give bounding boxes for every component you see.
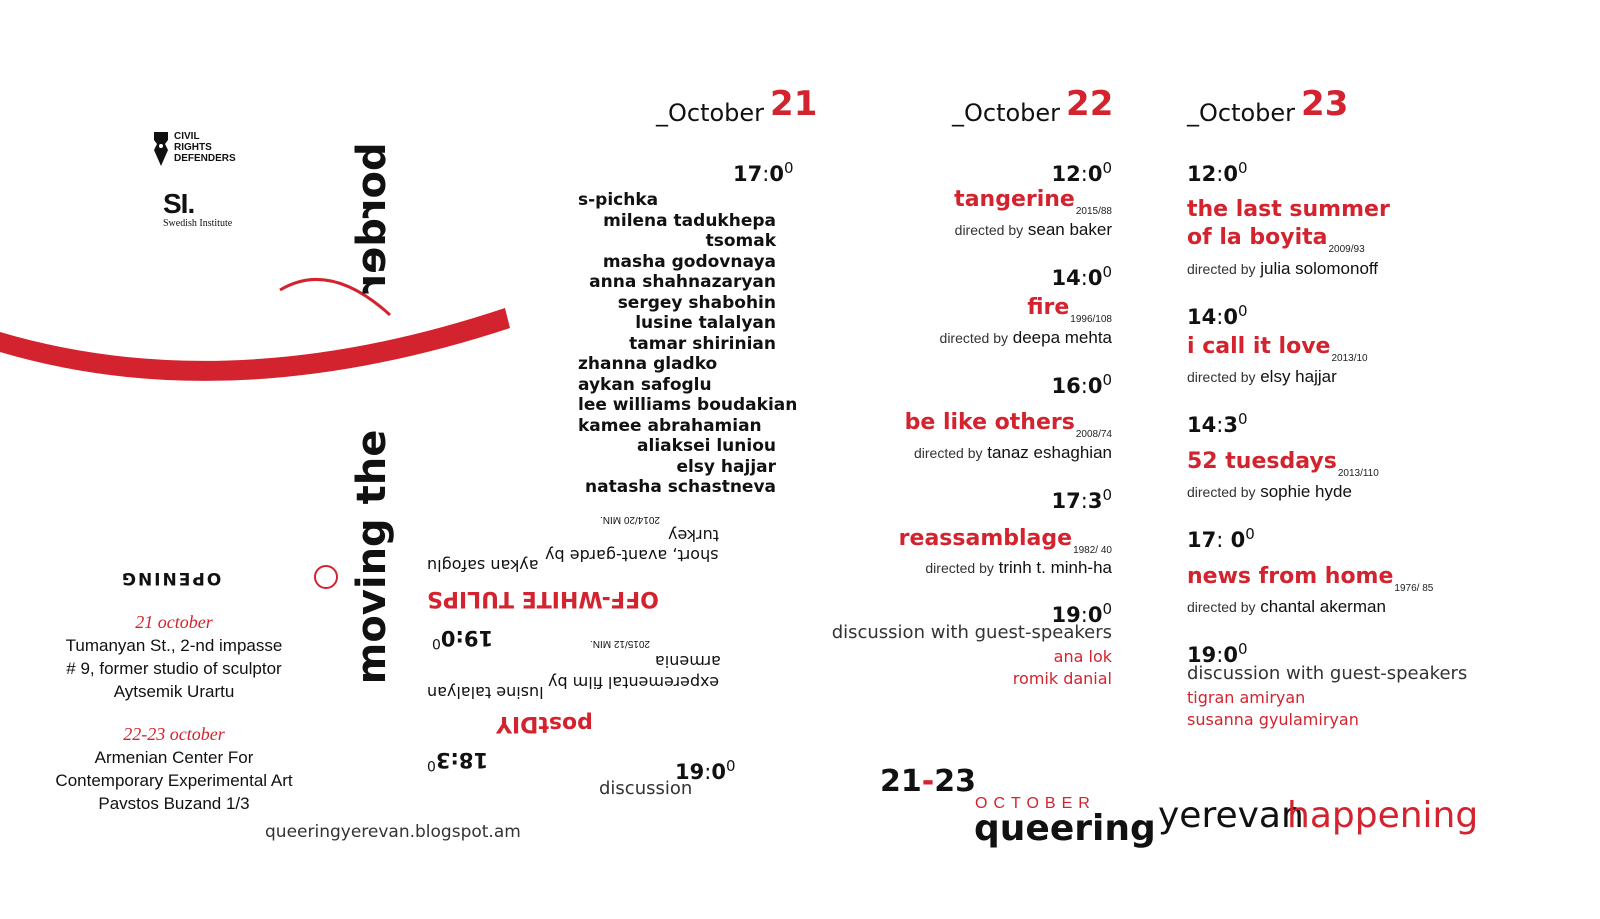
discussion-label: discussion with guest-speakers	[1187, 663, 1468, 684]
time-19-00: $19:0^0$	[675, 757, 736, 784]
film2-meta: 2015/12 MIN.	[590, 638, 651, 649]
red-border-arc	[0, 270, 520, 390]
opening-heading: OPENING	[120, 568, 222, 588]
footer-queering: queering	[974, 808, 1156, 849]
pen-nib-icon	[152, 132, 170, 166]
event-time: $14:0^0$	[1187, 302, 1248, 329]
footer-yerevan: yerevan	[1158, 795, 1304, 836]
speaker: susanna gyulamiryan	[1187, 710, 1359, 729]
discussion-label: discussion with guest-speakers	[831, 622, 1112, 643]
swedish-institute-logo	[163, 190, 263, 235]
address-line: Contemporary Experimental Art	[55, 771, 293, 790]
director: directed by julia solomonoff	[1187, 259, 1379, 278]
director: directed by deepa mehta	[939, 328, 1112, 347]
performer: lusine talalyan	[635, 313, 776, 333]
film2-director: lusine talalyan	[427, 683, 544, 702]
performer-list	[578, 190, 798, 498]
day-label: _October	[952, 99, 1061, 127]
film-title[interactable]: be like others$_{2008/74}$	[904, 410, 1112, 440]
title-moving-the: moving the	[349, 429, 395, 685]
film1-meta: 2014/20 MIN.	[600, 514, 661, 525]
address-line: Armenian Center For	[94, 748, 254, 767]
director: directed by chantal akerman	[1187, 597, 1386, 616]
film1-desc: short, avant-garde by	[545, 546, 719, 565]
performer: zhanna gladko	[578, 354, 718, 374]
time-17-00: $17:0^0$	[733, 159, 794, 186]
opening-address-1	[0, 634, 348, 703]
day-21-heading	[656, 84, 817, 127]
performer: anna shahnazaryan	[589, 272, 776, 292]
opening-address-2	[0, 746, 348, 815]
event-time: $17:3^0$	[1051, 486, 1112, 513]
event-time: $12:0^0$	[1187, 159, 1248, 186]
director: directed by sean baker	[954, 220, 1112, 239]
day-number: 21	[770, 84, 818, 124]
performer: sergey shabohin	[617, 292, 776, 313]
address-line: Pavstos Buzand 1/3	[98, 794, 250, 813]
director: directed by sophie hyde	[1187, 482, 1352, 501]
day-number: 23	[1301, 84, 1349, 124]
website-link[interactable]: queeringyerevan.blogspot.am	[265, 822, 521, 842]
time-19-00-day22: $19:0^0$	[1051, 600, 1112, 627]
director: directed by elsy hajjar	[1187, 367, 1337, 386]
crd-line-2: RIGHTS	[174, 142, 212, 153]
time-19-00-day23: $19:0^0$	[1187, 640, 1248, 667]
si-name: Swedish Institute	[163, 218, 233, 229]
event-time: $14:3^0$	[1187, 410, 1248, 437]
title-border: border	[349, 142, 395, 294]
film-title-line-1[interactable]: the last summer	[1187, 197, 1390, 222]
event-time: $14:0^0$	[1051, 263, 1112, 290]
footer-dates: 21-23	[880, 764, 976, 799]
film1-title: OFF-WHITE TULIPS	[427, 586, 659, 611]
performer: lee williams boudakian	[578, 395, 798, 415]
footer-happening: happening	[1287, 795, 1479, 836]
day-22-heading	[952, 84, 1113, 127]
performer: tsomak	[705, 231, 776, 251]
day-label: _October	[1187, 99, 1296, 127]
director: directed by tanaz eshaghian	[914, 443, 1112, 462]
crd-line-1: CIVIL	[174, 131, 200, 142]
day-label: _October	[656, 99, 765, 127]
address-line: # 9, former studio of sculptor	[66, 659, 282, 678]
opening-date-1: 21 october	[135, 612, 213, 632]
day-23-heading	[1187, 84, 1348, 127]
performer: tamar shirinian	[629, 333, 776, 354]
performer: aykan safoglu	[578, 374, 712, 395]
day-number: 22	[1066, 84, 1114, 124]
film2-country: armenia	[655, 652, 721, 671]
speaker: tigran amiryan	[1187, 688, 1306, 707]
film1-country: turkey	[668, 526, 719, 545]
red-circle-ornament	[314, 565, 338, 589]
performer: milena tadukhepa	[603, 210, 776, 231]
performer: s-pichka	[578, 190, 659, 210]
event-time: 17: $0^0$	[1187, 525, 1255, 552]
opening-date-2: 22-23 october	[123, 724, 225, 744]
film2-desc: experemental film by	[548, 673, 720, 692]
address-line: Tumanyan St., 2-nd impasse	[65, 636, 283, 655]
civil-rights-defenders-logo	[152, 130, 252, 170]
performer: aliaksei luniou	[637, 436, 776, 456]
performer: elsy hajjar	[676, 456, 776, 477]
address-line: Aytsemik Urartu	[113, 682, 235, 701]
event-time: $16:0^0$	[1051, 371, 1112, 398]
film2-title: postDIY	[496, 711, 593, 736]
film-title[interactable]: reassamblage$_{1982/ 40}$	[898, 526, 1112, 556]
time-18-30-flipped: $18:3^0$	[427, 748, 489, 773]
film-title[interactable]: fire$_{1996/108}$	[1027, 295, 1112, 325]
director: directed by trinh t. minh-ha	[925, 558, 1112, 577]
event-time: $12:0^0$	[1051, 159, 1112, 186]
film-title[interactable]: news from home$_{1976/ 85}$	[1187, 564, 1434, 594]
film-title[interactable]: tangerine$_{2015/88}$	[954, 187, 1112, 217]
performer: natasha schastneva	[585, 477, 776, 497]
film-title[interactable]: i call it love$_{2013/10}$	[1187, 334, 1368, 364]
film1-director: aykan safoglu	[427, 556, 539, 575]
crd-line-3: DEFENDERS	[174, 153, 236, 164]
performer: masha godovnaya	[602, 251, 776, 272]
si-mark: SI.	[163, 188, 195, 219]
discussion-label: discussion	[599, 778, 693, 799]
speaker: ana lok	[1053, 647, 1112, 666]
speaker: romik danial	[1012, 669, 1112, 688]
time-19-00-flipped: $19:0^0$	[432, 626, 494, 651]
film-title-line-2[interactable]: of la boyita$_{2009/93}$	[1187, 225, 1365, 255]
film-title[interactable]: 52 tuesdays$_{2013/110}$	[1187, 449, 1379, 479]
footer-month: OCTOBER	[975, 795, 1096, 812]
performer: kamee abrahamian	[578, 415, 762, 436]
